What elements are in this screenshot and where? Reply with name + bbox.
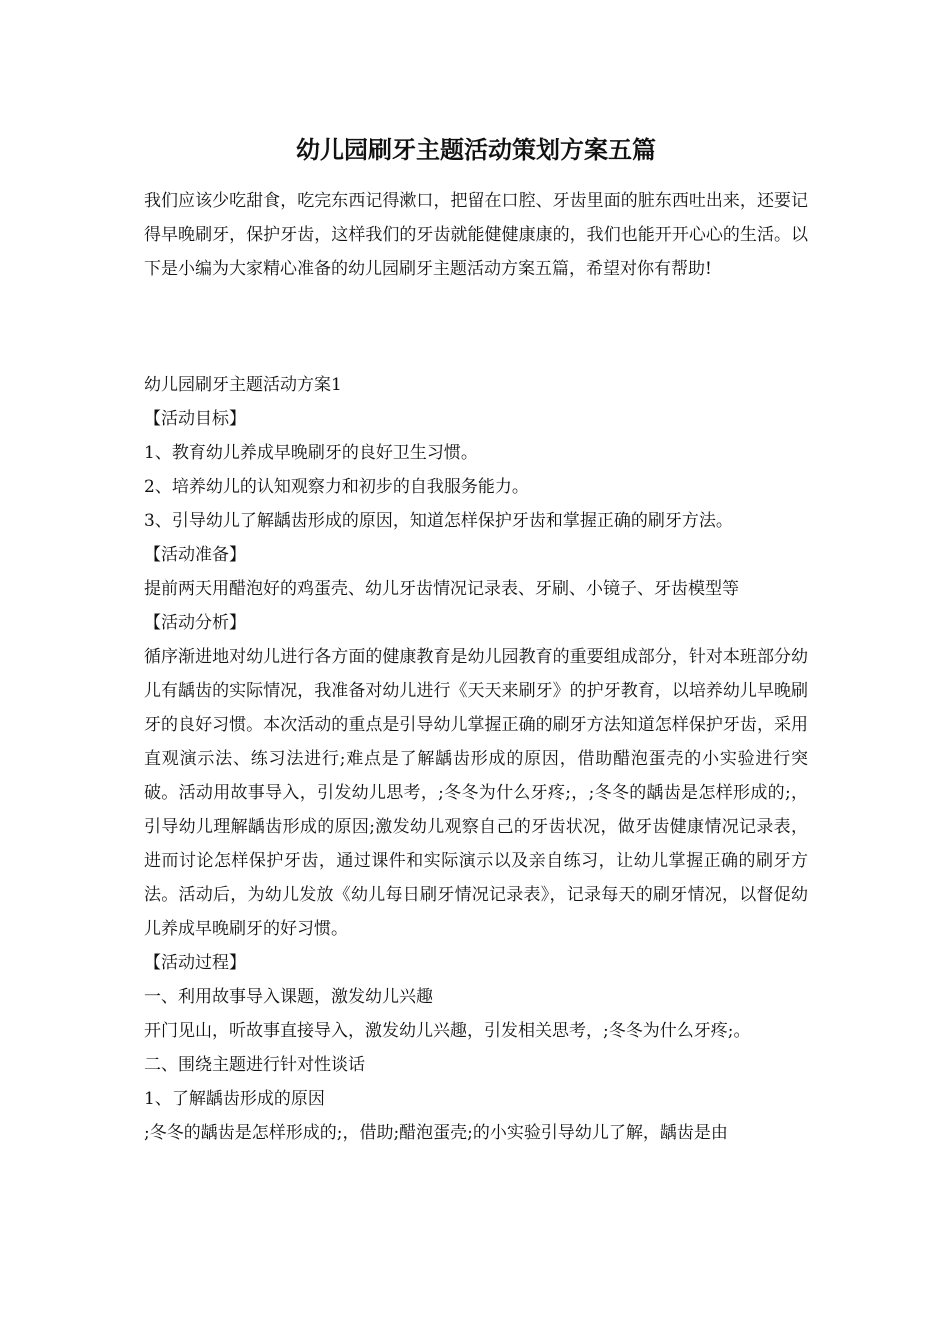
step2-title: 二、围绕主题进行针对性谈话	[144, 1055, 365, 1075]
step1-text: 开门见山，听故事直接导入，激发幼儿兴趣，引发相关思考，;冬冬为什么牙疼;。	[144, 1021, 751, 1041]
analysis-paragraph: 循序渐进地对幼儿进行各方面的健康教育是幼儿园教育的重要组成部分，针对本班部分幼儿有龋齿的实际情况，我准备对幼儿进行《天天来刷牙》的护牙教育，以培养幼儿早晚刷牙的良好习惯。本次活动的重点是引导幼儿掌握正确的刷牙方法知道怎样保护牙齿，采用直观演示法、练习法进行;难点是了解龋齿形成的原因，借助醋泡蛋壳的小实验进行突破。活动用故事导入，引发幼儿思考，;冬冬为什么牙疼;，;冬冬的龋齿是怎样形成的;，引导幼儿理解龋齿形成的原因;激发幼儿观察自己的牙齿状况，做牙齿健康情况记录表，进而讨论怎样保护牙齿，通过课件和实际演示以及亲自练习，让幼儿掌握正确的刷牙方法。活动后，为幼儿发放《幼儿每日刷牙情况记录表》，记录每天的刷牙情况，以督促幼儿养成早晚刷牙的好习惯。	[144, 647, 808, 939]
document-title: 幼儿园刷牙主题活动策划方案五篇	[296, 135, 656, 164]
goal-item-3: 3、引导幼儿了解龋齿形成的原因，知道怎样保护牙齿和掌握正确的刷牙方法。	[144, 511, 733, 531]
section-title: 幼儿园刷牙主题活动方案1	[144, 375, 342, 395]
goal-heading: 【活动目标】	[144, 409, 246, 429]
intro-paragraph: 我们应该少吃甜食，吃完东西记得漱口，把留在口腔、牙齿里面的脏东西吐出来，还要记得早晚刷牙，保护牙齿，这样我们的牙齿就能健健康康的，我们也能开开心心的生活。以下是小编为大家精心准备的幼儿园刷牙主题活动方案五篇，希望对你有帮助!	[144, 191, 808, 279]
step2-text: ;冬冬的龋齿是怎样形成的;，借助;醋泡蛋壳;的小实验引导幼儿了解，龋齿是由	[144, 1123, 728, 1143]
document-body	[144, 368, 808, 1150]
prep-heading: 【活动准备】	[144, 545, 246, 565]
goal-item-1: 1、教育幼儿养成早晚刷牙的良好卫生习惯。	[144, 443, 478, 463]
prep-text: 提前两天用醋泡好的鸡蛋壳、幼儿牙齿情况记录表、牙刷、小镜子、牙齿模型等	[144, 579, 739, 599]
process-heading: 【活动过程】	[144, 953, 246, 973]
step1-title: 一、利用故事导入课题，激发幼儿兴趣	[144, 987, 433, 1007]
goal-item-2: 2、培养幼儿的认知观察力和初步的自我服务能力。	[144, 477, 529, 497]
analysis-heading: 【活动分析】	[144, 613, 246, 633]
step2-subtitle: 1、了解龋齿形成的原因	[144, 1089, 325, 1109]
